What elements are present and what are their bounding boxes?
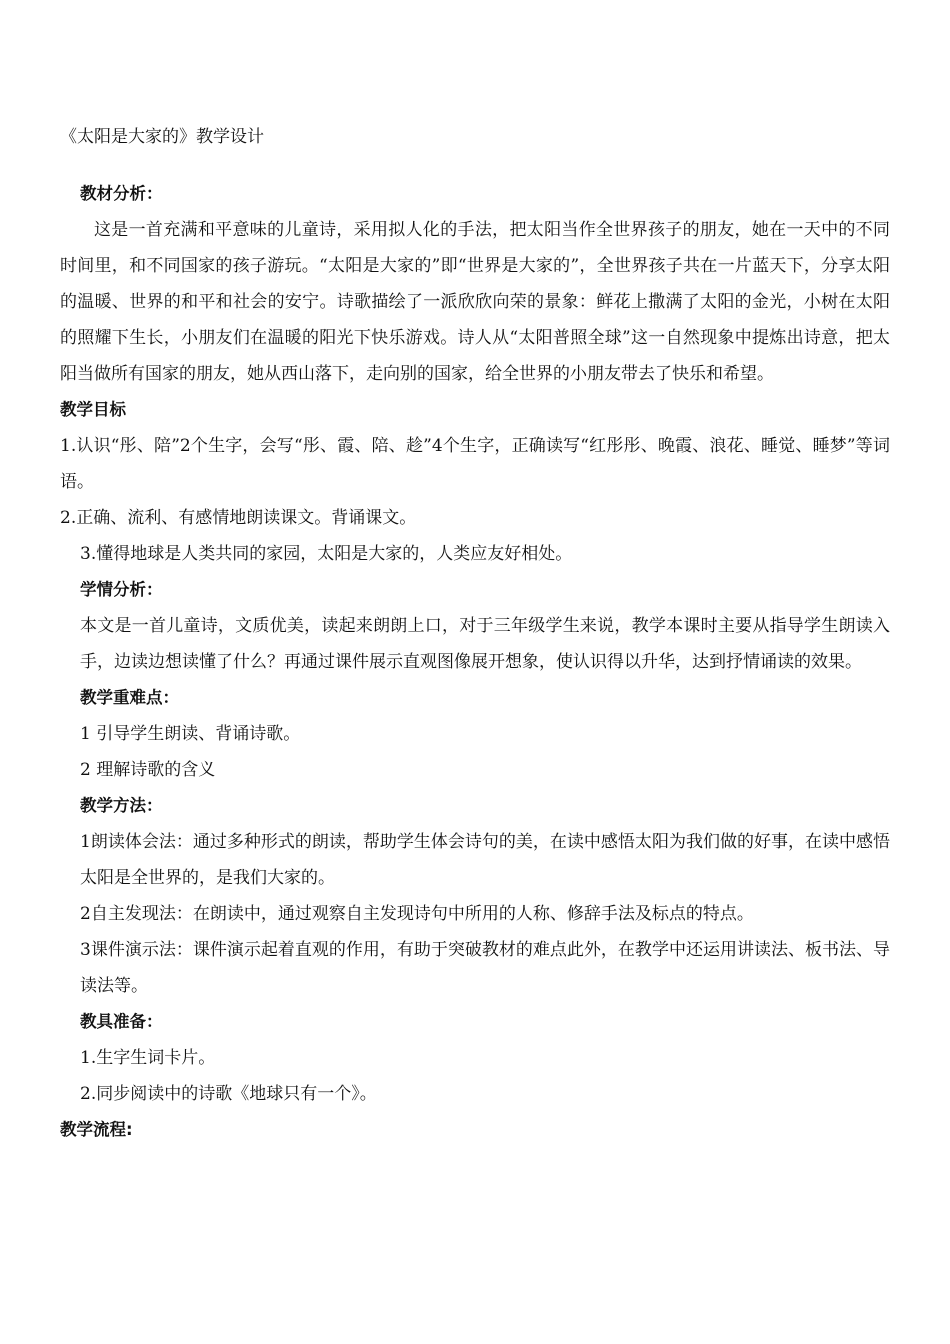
key-point-item: 2 理解诗歌的含义 xyxy=(80,760,216,780)
document-title: 《太阳是大家的》教学设计 xyxy=(60,127,264,147)
teaching-goal-item: 3.懂得地球是人类共同的家园，太阳是大家的，人类应友好相处。 xyxy=(80,544,573,564)
methods-heading: 教学方法： xyxy=(80,796,163,815)
student-analysis-paragraph: 本文是一首儿童诗，文质优美，读起来朗朗上口，对于三年级学生来说，教学本课时主要从指导学生朗读入手，边读边想读懂了什么？再通过课件展示直观图像展开想象，使认识得以升华，达到抒情诵读的效果。 xyxy=(80,616,890,672)
teaching-goal-item: 2.正确、流利、有感情地朗读课文。背诵课文。 xyxy=(60,508,417,528)
material-item: 2.同步阅读中的诗歌《地球只有一个》。 xyxy=(80,1084,377,1104)
material-item: 1.生字生词卡片。 xyxy=(80,1048,216,1068)
textbook-analysis-paragraph: 这是一首充满和平意味的儿童诗，采用拟人化的手法，把太阳当作全世界孩子的朋友，她在一天中的不同时间里，和不同国家的孩子游玩。“太阳是大家的”即“世界是大家的”，全世界孩子共在一片蓝天下，分享太阳的温暖、世界的和平和社会的安宁。诗歌描绘了一派欣欣向荣的景象：鲜花上撒满了太阳的金光，小树在太阳的照耀下生长，小朋友们在温暖的阳光下快乐游戏。诗人从“太阳普照全球”这一自然现象中提炼出诗意，把太阳当做所有国家的朋友，她从西山落下，走向别的国家，给全世界的小朋友带去了快乐和希望。 xyxy=(60,220,890,384)
document-body xyxy=(60,176,890,1148)
textbook-analysis-heading: 教材分析： xyxy=(80,184,163,203)
process-heading: 教学流程: xyxy=(60,1120,133,1139)
method-item: 1朗读体会法：通过多种形式的朗读，帮助学生体会诗句的美，在读中感悟太阳为我们做的好事，在读中感悟太阳是全世界的，是我们大家的。 xyxy=(80,832,890,888)
student-analysis-heading: 学情分析： xyxy=(80,580,163,599)
key-points-heading: 教学重难点： xyxy=(80,688,179,707)
method-item: 3课件演示法：课件演示起着直观的作用，有助于突破教材的难点此外，在教学中还运用讲读法、板书法、导读法等。 xyxy=(80,940,890,996)
teaching-goal-item: 1.认识“彤、陪”2个生字，会写“彤、霞、陪、趁”4个生字，正确读写“红彤彤、晚霞、浪花、睡觉、睡梦”等词语。 xyxy=(60,436,890,492)
teaching-goals-heading: 教学目标 xyxy=(60,400,126,419)
method-item: 2自主发现法：在朗读中，通过观察自主发现诗句中所用的人称、修辞手法及标点的特点。 xyxy=(80,904,754,924)
materials-heading: 教具准备： xyxy=(80,1012,163,1031)
key-point-item: 1 引导学生朗读、背诵诗歌。 xyxy=(80,724,301,744)
